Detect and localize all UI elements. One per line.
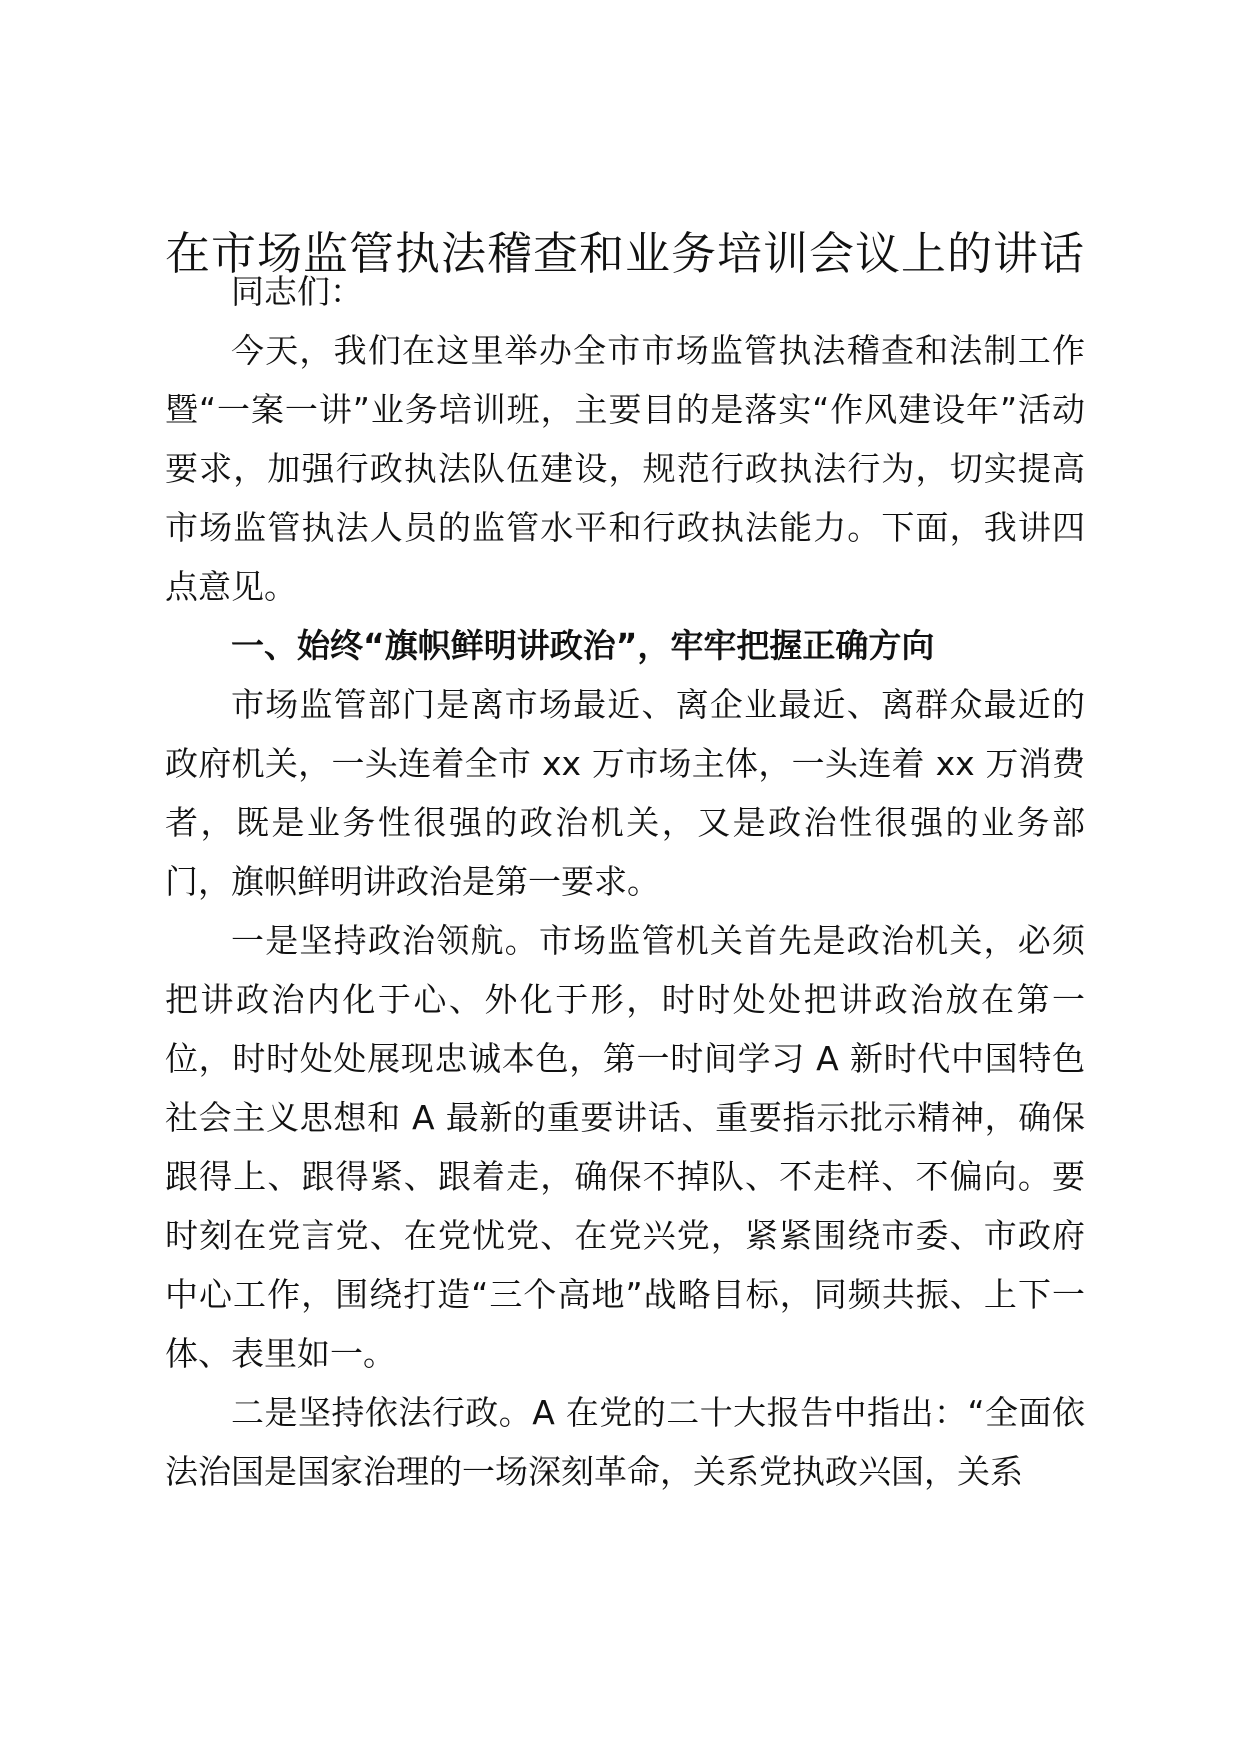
paragraph-section-1: 市场监管部门是离市场最近、离企业最近、离群众最近的政府机关，一头连着全市 xx 万市场主体，一头连着 xx 万消费者，既是业务性很强的政治机关，又是政治性很强的业务部门，旗帜鲜明讲政治是第一要求。: [165, 685, 1085, 901]
section-heading-1: 一、始终“旗帜鲜明讲政治”，牢牢把握正确方向: [231, 626, 935, 665]
salutation: 同志们：: [231, 272, 363, 311]
paragraph-point-2: 二是坚持依法行政。A 在党的二十大报告中指出：“全面依法治国是国家治理的一场深刻革命，关系党执政兴国，关系: [165, 1393, 1085, 1491]
document-title: 在市场监管执法稽查和业务培训会议上的讲话: [165, 227, 1086, 280]
paragraph-intro: 今天，我们在这里举办全市市场监管执法稽查和法制工作暨“一案一讲”业务培训班，主要目的是落实“作风建设年”活动要求，加强行政执法队伍建设，规范行政执法行为，切实提高市场监管执法人员的监管水平和行政执法能力。下面，我讲四点意见。: [165, 331, 1085, 606]
document-body: [165, 262, 1085, 1501]
paragraph-point-1: 一是坚持政治领航。市场监管机关首先是政治机关，必须把讲政治内化于心、外化于形，时时处处把讲政治放在第一位，时时处处展现忠诚本色，第一时间学习 A 新时代中国特色社会主义思想和 A 最新的重要讲话、重要指示批示精神，确保跟得上、跟得紧、跟着走，确保不掉队、不走样、不偏向。要时刻在党言党、在党忧党、在党兴党，紧紧围绕市委、市政府中心工作，围绕打造“三个高地”战略目标，同频共振、上下一体、表里如一。: [165, 921, 1085, 1373]
